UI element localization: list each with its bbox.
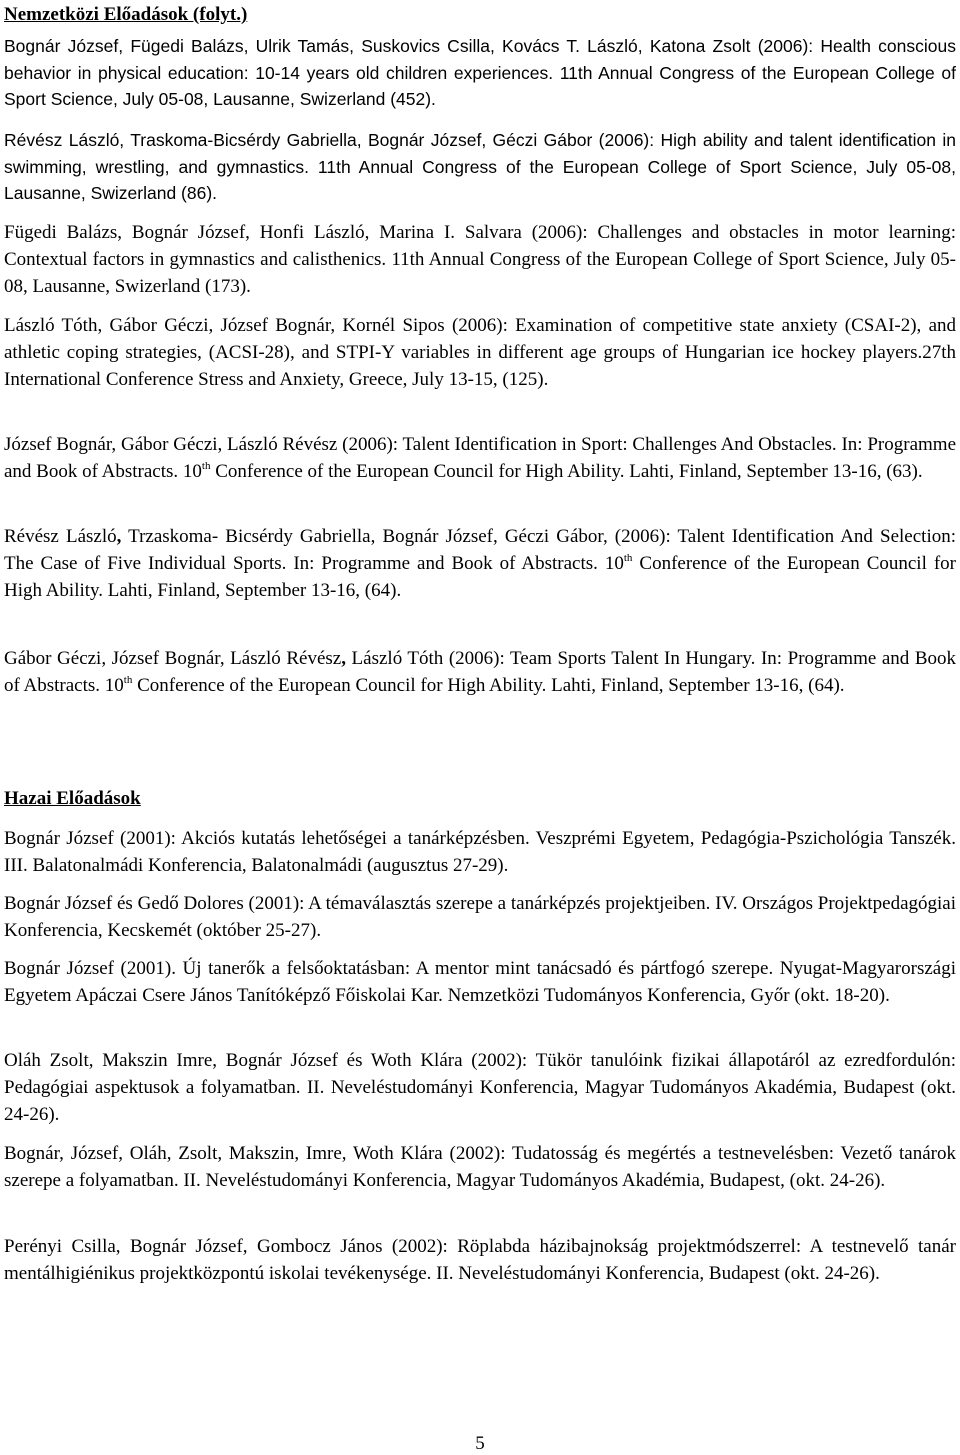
reference-text: Bognár, József, Oláh, Zsolt, Makszin, Imre, Woth Klára (2002): Tudatosság és megértés a testnevelésben: Vezető tanárok szerepe a folyamatban. II. Neveléstudományi Konferencia, Magyar Tudományos Akadémia, Budapest, (okt. 24-26). xyxy=(4,1143,956,1191)
superscript-th: th xyxy=(201,459,211,472)
section-heading-international-continued: Nemzetközi Előadások (folyt.) xyxy=(4,4,248,25)
reference-entry xyxy=(4,523,956,604)
reference-text: Révész László xyxy=(4,526,117,547)
reference-entry xyxy=(4,1233,956,1287)
section-heading-domestic: Hazai Előadások xyxy=(4,788,141,809)
reference-text: Fügedi Balázs, Bognár József, Honfi László, Marina I. Salvara (2006): Challenges and obstacles in motor learning: Contextual factors in gymnastics and calisthenics. 11th Annual Congress of the European College of Sport Science, July 05-08, Lausanne, Swizerland (173). xyxy=(4,222,956,297)
reference-text: Oláh Zsolt, Makszin Imre, Bognár József és Woth Klára (2002): Tükör tanulóink fizikai állapotáról az ezredfordulón: Pedagógiai aspektusok a folyamatban. II. Neveléstudományi Konferencia, Magyar Tudományos Akadémia, Budapest (okt. 24-26). xyxy=(4,1050,956,1125)
reference-text: Gábor Géczi, József Bognár, László Révész xyxy=(4,648,342,669)
reference-entry xyxy=(4,825,956,879)
reference-entry xyxy=(4,645,956,699)
reference-entry xyxy=(4,219,956,300)
reference-text: Révész László, Traskoma-Bicsérdy Gabriella, Bognár József, Géczi Gábor (2006): High ability and talent identification in swimming, wrestling, and gymnastics. 11th Annual Congress of the European College of Sport Science, July 05-08, Lausanne, Swizerland (86). xyxy=(4,130,956,203)
bold-comma: , xyxy=(116,526,122,547)
reference-text: Bognár József és Gedő Dolores (2001): A témaválasztás szerepe a tanárképzés projektjeiben. IV. Országos Projektpedagógiai Konferencia, Kecskemét (október 25-27). xyxy=(4,893,956,941)
reference-text-continued: László Tóth (2006): Team Sports Talent In Hungary. In: Programme and Book of Abstracts. 10 xyxy=(4,648,957,696)
reference-entry xyxy=(4,1047,956,1128)
reference-text-continued: Conference of the European Council for High Ability. Lahti, Finland, September 13-16, (64). xyxy=(4,553,956,601)
reference-text: Bognár József (2001). Új tanerők a felsőoktatásban: A mentor mint tanácsadó és pártfogó szerepe. Nyugat-Magyarországi Egyetem Apáczai Csere János Tanítóképző Főiskolai Kar. Nemzetközi Tudományos Konferencia, Győr (okt. 18-20). xyxy=(4,958,956,1006)
page-number: 5 xyxy=(475,1433,485,1454)
reference-text: Bognár József, Fügedi Balázs, Ulrik Tamás, Suskovics Csilla, Kovács T. László, Katona Zsolt (2006): Health conscious behavior in physical education: 10-14 years old children experiences. 11th Annual Congress of the European College of Sport Science, July 05-08, Lausanne, Swizerland (452). xyxy=(4,36,956,109)
reference-text: Bognár József (2001): Akciós kutatás lehetőségei a tanárképzésben. Veszprémi Egyetem, Pedagógia-Pszichológia Tanszék. III. Balatonalmádi Konferencia, Balatonalmádi (augusztus 27-29). xyxy=(4,828,956,876)
bold-comma: , xyxy=(341,648,346,669)
reference-text-continued: Trzaskoma- Bicsérdy Gabriella, Bognár József, Géczi Gábor, (2006): Talent Identification And Selection: The Case of Five Individual Sports. In: Programme and Book of Abstracts. 10 xyxy=(4,526,956,574)
reference-entry xyxy=(4,127,956,207)
reference-text: Perényi Csilla, Bognár József, Gombocz János (2002): Röplabda házibajnokság projektmódszerrel: A testnevelő tanár mentálhigiénikus projektközpontú iskolai tevékenysége. II. Neveléstudományi Konferencia, Budapest (okt. 24-26). xyxy=(4,1236,956,1284)
reference-entry xyxy=(4,955,956,1009)
reference-text: László Tóth, Gábor Géczi, József Bognár, Kornél Sipos (2006): Examination of competitive state anxiety (CSAI-2), and athletic coping strategies, (ACSI-28), and STPI-Y variables in different age groups of Hungarian ice hockey players.27th International Conference Stress and Anxiety, Greece, July 13-15, (125). xyxy=(4,315,956,390)
superscript-th: th xyxy=(623,551,633,564)
reference-text-continued: Conference of the European Council for High Ability. Lahti, Finland, September 13-16, (63). xyxy=(210,461,923,482)
reference-entry xyxy=(4,431,956,485)
reference-entry xyxy=(4,33,956,113)
reference-entry xyxy=(4,890,956,944)
reference-text: József Bognár, Gábor Géczi, László Révész (2006): Talent Identification in Sport: Challenges And Obstacles. In: Programme and Book of Abstracts. 10 xyxy=(4,434,956,482)
reference-entry xyxy=(4,1140,956,1194)
reference-text-continued: Conference of the European Council for High Ability. Lahti, Finland, September 13-16, (64). xyxy=(132,675,845,696)
reference-entry xyxy=(4,312,956,393)
superscript-th: th xyxy=(123,673,133,686)
